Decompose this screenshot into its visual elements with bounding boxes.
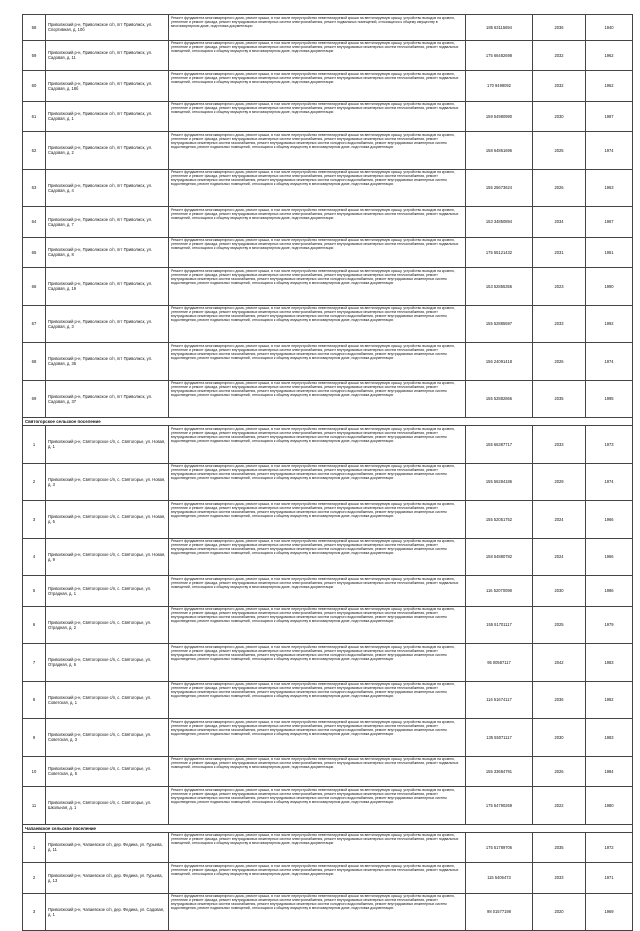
row-number: 62 (23, 132, 46, 170)
building-address: Приволжский р-н, Святогорское с/п, с. Святогорье, ул. Советская, д. 1 (46, 681, 169, 719)
build-year: 1973 (586, 426, 633, 464)
repair-year: 2033 (533, 863, 586, 894)
building-address: Приволжский р-н, Чапаевское с/п, дер. Федина, ул. Садовая, д. 1 (46, 893, 169, 931)
section-header-row (23, 824, 633, 832)
build-year: 1979 (586, 606, 633, 644)
building-address: Приволжский р-н, Приволжское с/п, пгт Приволжск, ул. Садовая, д. 1 (46, 101, 169, 132)
section-header-row (23, 418, 633, 426)
row-number: 65 (23, 237, 46, 268)
building-address: Приволжский р-н, Приволжское с/п, пгт Приволжск, ул. Садовая, д. 18б (46, 71, 169, 102)
repair-works: Ремонт фундамента многоквартирного дома, ремонт крыши, в том числе переустройство невентилируемой крыши на вентилируемую крышу, устройство выходов на кровлю, утепление и ремонт фасада, ремонт внутридомовых инженерных систем электроснабжения, ремонт внутридомовых инженерных систем теплоснабжения, ремонт внутридомовых инженерных систем газоснабжения, ремонт внутридомовых инженерных систем холодного водоснабжения, ремонт внутридомовых инженерных систем водоотведения, ремонт подвальных помещений, относящихся к общему имуществу в многоквартирном доме, подготовка документации (169, 343, 466, 381)
build-year: 1972 (586, 832, 633, 863)
repair-works: Ремонт фундамента многоквартирного дома, ремонт крыши, в том числе переустройство невентилируемой крыши на вентилируемую крышу, устройство выходов на кровлю, утепление и ремонт фасада, ремонт внутридомовых инженерных систем электроснабжения, ремонт внутридомовых инженерных систем теплоснабжения, ремонт подвальных помещений, относящихся к общему имуществу в многоквартирном доме, подготовка документации (169, 71, 466, 102)
repair-year: 2024 (533, 501, 586, 539)
repair-works: Ремонт фундамента многоквартирного дома, ремонт крыши, в том числе переустройство невентилируемой крыши на вентилируемую крышу, устройство выходов на кровлю, утепление и ремонт фасада, ремонт внутридомовых инженерных систем электроснабжения, ремонт внутридомовых инженерных систем теплоснабжения, ремонт подвальных помещений, относящихся к общему имуществу в многоквартирном доме, подготовка документации (169, 237, 466, 268)
repair-year: 2026 (533, 343, 586, 381)
repair-cost: 155 33684791 (466, 756, 533, 787)
build-year: 1984 (586, 756, 633, 787)
repair-works: Ремонт фундамента многоквартирного дома, ремонт крыши, в том числе переустройство невентилируемой крыши на вентилируемую крышу, устройство выходов на кровлю, утепление и ремонт фасада, ремонт внутридомовых инженерных систем электроснабжения, ремонт внутридомовых инженерных систем теплоснабжения, ремонт внутридомовых инженерных систем газоснабжения, ремонт внутридомовых инженерных систем холодного водоснабжения, ремонт внутридомовых инженерных систем водоотведения, ремонт подвальных помещений, относящихся к общему имуществу в многоквартирном доме, подготовка документации (169, 501, 466, 539)
repair-year: 2032 (533, 40, 586, 71)
repair-works: Ремонт фундамента многоквартирного дома, ремонт крыши, в том числе переустройство невентилируемой крыши на вентилируемую крышу, устройство выходов на кровлю, утепление и ремонт фасада, ремонт внутридомовых инженерных систем электроснабжения, ремонт внутридомовых инженерных систем теплоснабжения, ремонт внутридомовых инженерных систем газоснабжения, ремонт внутридомовых инженерных систем холодного водоснабжения, ремонт внутридомовых инженерных систем водоотведения, ремонт подвальных помещений, относящихся к общему имуществу в многоквартирном доме, подготовка документации (169, 268, 466, 306)
build-year: 1962 (586, 71, 633, 102)
table-row (23, 101, 633, 132)
repair-year: 2030 (533, 101, 586, 132)
repair-cost: 153 34850894 (466, 207, 533, 238)
repair-cost: 95 00587117 (466, 644, 533, 682)
build-year: 1995 (586, 380, 633, 418)
building-address: Приволжский р-н, Святогорское с/п, с. Святогорье, ул. Отрадная, д. 1 (46, 576, 169, 607)
repair-cost: 175 54790269 (466, 787, 533, 825)
repair-cost: 155 52882866 (466, 380, 533, 418)
repair-cost: 175 55121432 (466, 237, 533, 268)
repair-year: 2025 (533, 606, 586, 644)
building-address: Приволжский р-н, Приволжское с/п, пгт Приволжск, ул. Садовая, д. 7 (46, 207, 169, 238)
table-row (23, 132, 633, 170)
repair-year: 2036 (533, 681, 586, 719)
build-year: 1967 (586, 207, 633, 238)
row-number: 66 (23, 268, 46, 306)
repair-cost: 155 56284186 (466, 463, 533, 501)
build-year: 1987 (586, 101, 633, 132)
table-row (23, 501, 633, 539)
repair-cost: 175 66482698 (466, 40, 533, 71)
repair-year: 2035 (533, 380, 586, 418)
repair-works: Ремонт фундамента многоквартирного дома, ремонт крыши, в том числе переустройство невентилируемой крыши на вентилируемую крышу, устройство выходов на кровлю, утепление и ремонт фасада, ремонт внутридомовых инженерных систем электроснабжения, ремонт внутридомовых инженерных систем теплоснабжения, ремонт внутридомовых инженерных систем газоснабжения, ремонт внутридомовых инженерных систем холодного водоснабжения, ремонт внутридомовых инженерных систем водоотведения, ремонт подвальных помещений, относящихся к общему имуществу в многоквартирном доме, подготовка документации (169, 463, 466, 501)
build-year: 1990 (586, 268, 633, 306)
row-number: 3 (23, 501, 46, 539)
build-year: 1986 (586, 576, 633, 607)
building-address: Приволжский р-н, Приволжское с/п, пгт Приволжск, ул. Спортивная, д. 10б (46, 15, 169, 41)
row-number: 5 (23, 576, 46, 607)
repair-year: 2032 (533, 71, 586, 102)
repair-cost: 155 52051752 (466, 501, 533, 539)
repair-works: Ремонт фундамента многоквартирного дома, ремонт крыши, в том числе переустройство невентилируемой крыши на вентилируемую крышу, устройство выходов на кровлю, утепление и ремонт фасада, ремонт внутридомовых инженерных систем электроснабжения, ремонт внутридомовых инженерных систем теплоснабжения, ремонт подвальных помещений, относящихся к общему имуществу в многоквартирном доме, подготовка документации (169, 40, 466, 71)
building-address: Приволжский р-н, Приволжское с/п, пгт Приволжск, ул. Садовая, д. 8 (46, 237, 169, 268)
build-year: 1974 (586, 132, 633, 170)
repair-schedule-table (22, 14, 633, 931)
row-number: 60 (23, 71, 46, 102)
table-row (23, 426, 633, 464)
repair-cost: 170 9498092 (466, 71, 533, 102)
repair-works: Ремонт фундамента многоквартирного дома, ремонт крыши, в том числе переустройство невентилируемой крыши на вентилируемую крышу, устройство выходов на кровлю, утепление и ремонт фасада, ремонт внутридомовых инженерных систем электроснабжения, ремонт внутридомовых инженерных систем теплоснабжения, ремонт внутридомовых инженерных систем газоснабжения, ремонт внутридомовых инженерных систем холодного водоснабжения, ремонт внутридомовых инженерных систем водоотведения, ремонт подвальных помещений, относящихся к общему имуществу в многоквартирном доме, подготовка документации (169, 426, 466, 464)
table-row (23, 268, 633, 306)
repair-year: 2033 (533, 426, 586, 464)
repair-works: Ремонт фундамента многоквартирного дома, ремонт крыши, в том числе переустройство невентилируемой крыши на вентилируемую крышу, устройство выходов на кровлю, утепление и ремонт фасада, ремонт внутридомовых инженерных систем электроснабжения, ремонт внутридомовых инженерных систем теплоснабжения, ремонт внутридомовых инженерных систем газоснабжения, ремонт внутридомовых инженерных систем холодного водоснабжения, ремонт внутридомовых инженерных систем водоотведения, ремонт подвальных помещений, относящихся к общему имуществу в многоквартирном доме, подготовка документации (169, 538, 466, 576)
repair-year: 2029 (533, 463, 586, 501)
table-row (23, 463, 633, 501)
table-row (23, 305, 633, 343)
building-address: Приволжский р-н, Святогорское с/п, с. Святогорье, ул. Новая, д. 1 (46, 426, 169, 464)
table-row (23, 237, 633, 268)
table-row (23, 681, 633, 719)
repair-year: 2022 (533, 787, 586, 825)
repair-cost: 159 54980990 (466, 101, 533, 132)
repair-works: Ремонт фундамента многоквартирного дома, ремонт крыши, в том числе переустройство невентилируемой крыши на вентилируемую крышу, устройство выходов на кровлю, утепление и ремонт фасада, ремонт внутридомовых инженерных систем электроснабжения, ремонт внутридомовых инженерных систем теплоснабжения, ремонт внутридомовых инженерных систем газоснабжения, ремонт внутридомовых инженерных систем холодного водоснабжения, ремонт внутридомовых инженерных систем водоотведения, ремонт подвальных помещений, относящихся к общему имуществу в многоквартирном доме, подготовка документации (169, 169, 466, 207)
building-address: Приволжский р-н, Приволжское с/п, пгт Приволжск, ул. Садовая, д. 11 (46, 40, 169, 71)
repair-cost: 158 54880782 (466, 538, 533, 576)
building-address: Приволжский р-н, Святогорское с/п, с. Святогорье, ул. Советская, д. 3 (46, 719, 169, 757)
row-number: 2 (23, 463, 46, 501)
table-row (23, 832, 633, 863)
table-row (23, 15, 633, 41)
repair-cost: 175 51789706 (466, 832, 533, 863)
section-title: Чапаевское сельское поселение (23, 824, 633, 832)
building-address: Приволжский р-н, Святогорское с/п, с. Святогорье, ул. Новая, д. 3 (46, 463, 169, 501)
build-year: 1982 (586, 681, 633, 719)
building-address: Приволжский р-н, Святогорское с/п, с. Святогорье, ул. Советская, д. 5 (46, 756, 169, 787)
table-row (23, 893, 633, 931)
repair-cost: 155 52885597 (466, 305, 533, 343)
build-year: 1951 (586, 237, 633, 268)
row-number: 6 (23, 606, 46, 644)
row-number: 64 (23, 207, 46, 238)
table-row (23, 606, 633, 644)
building-address: Приволжский р-н, Святогорское с/п, с. Святогорье, ул. Школьная, д. 1 (46, 787, 169, 825)
repair-works: Ремонт фундамента многоквартирного дома, ремонт крыши, в том числе переустройство невентилируемой крыши на вентилируемую крышу, устройство выходов на кровлю, утепление и ремонт фасада, ремонт внутридомовых инженерных систем электроснабжения, ремонт внутридомовых инженерных систем теплоснабжения, ремонт внутридомовых инженерных систем газоснабжения, ремонт внутридомовых инженерных систем холодного водоснабжения, ремонт внутридомовых инженерных систем водоотведения, ремонт подвальных помещений, относящихся к общему имуществу в многоквартирном доме, подготовка документации (169, 132, 466, 170)
row-number: 9 (23, 719, 46, 757)
row-number: 63 (23, 169, 46, 207)
repair-year: 2024 (533, 538, 586, 576)
repair-year: 2020 (533, 893, 586, 931)
repair-cost: 158 64861696 (466, 132, 533, 170)
row-number: 68 (23, 343, 46, 381)
build-year: 1983 (586, 644, 633, 682)
building-address: Приволжский р-н, Святогорское с/п, с. Святогорье, ул. Новая, д. 5 (46, 501, 169, 539)
repair-works: Ремонт фундамента многоквартирного дома, ремонт крыши, в том числе переустройство невентилируемой крыши на вентилируемую крышу, устройство выходов на кровлю, утепление и ремонт фасада, ремонт внутридомовых инженерных систем электроснабжения, ремонт внутридомовых инженерных систем теплоснабжения, ремонт внутридомовых инженерных систем газоснабжения, ремонт внутридомовых инженерных систем холодного водоснабжения, ремонт внутридомовых инженерных систем водоотведения, ремонт подвальных помещений, относящихся к общему имуществу в многоквартирном доме, подготовка документации (169, 681, 466, 719)
building-address: Приволжский р-н, Приволжское с/п, пгт Приволжск, ул. Садовая, д. 19 (46, 268, 169, 306)
table-row (23, 756, 633, 787)
repair-cost: 155 66387717 (466, 426, 533, 464)
section-title: Святогорское сельское поселение (23, 418, 633, 426)
repair-works: Ремонт фундамента многоквартирного дома, ремонт крыши, в том числе переустройство невентилируемой крыши на вентилируемую крышу, устройство выходов на кровлю, утепление и ремонт фасада, ремонт внутридомовых инженерных систем электроснабжения, ремонт внутридомовых инженерных систем теплоснабжения, ремонт внутридомовых инженерных систем газоснабжения, ремонт внутридомовых инженерных систем холодного водоснабжения, ремонт внутридомовых инженерных систем водоотведения, ремонт подвальных помещений, относящихся к общему имуществу в многоквартирном доме, подготовка документации (169, 606, 466, 644)
build-year: 1983 (586, 719, 633, 757)
repair-cost: 155 25673624 (466, 169, 533, 207)
table-row (23, 343, 633, 381)
repair-schedule-body (23, 15, 633, 931)
repair-year: 2030 (533, 576, 586, 607)
build-year: 1974 (586, 463, 633, 501)
repair-year: 2042 (533, 644, 586, 682)
build-year: 1971 (586, 863, 633, 894)
row-number: 3 (23, 893, 46, 931)
repair-works: Ремонт фундамента многоквартирного дома, ремонт крыши, в том числе переустройство невентилируемой крыши на вентилируемую крышу, устройство выходов на кровлю, утепление и ремонт фасада, ремонт внутридомовых инженерных систем электроснабжения, ремонт внутридомовых инженерных систем теплоснабжения, ремонт внутридомовых инженерных систем газоснабжения, ремонт внутридомовых инженерных систем холодного водоснабжения, ремонт внутридомовых инженерных систем водоотведения, ремонт подвальных помещений, относящихся к общему имуществу в многоквартирном доме, подготовка документации (169, 305, 466, 343)
building-address: Приволжский р-н, Святогорское с/п, с. Святогорье, ул. Новая, д. 9 (46, 538, 169, 576)
building-address: Приволжский р-н, Святогорское с/п, с. Святогорье, ул. Отрадная, д. 2 (46, 606, 169, 644)
row-number: 1 (23, 832, 46, 863)
repair-works: Ремонт фундамента многоквартирного дома, ремонт крыши, в том числе переустройство невентилируемой крыши на вентилируемую крышу, устройство выходов на кровлю, утепление и ремонт фасада, ремонт внутридомовых инженерных систем электроснабжения, ремонт внутридомовых инженерных систем теплоснабжения, ремонт внутридомовых инженерных систем газоснабжения, ремонт внутридомовых инженерных систем холодного водоснабжения, ремонт внутридомовых инженерных систем водоотведения, ремонт подвальных помещений, относящихся к общему имуществу в многоквартирном доме, подготовка документации (169, 719, 466, 757)
build-year: 1974 (586, 343, 633, 381)
repair-works: Ремонт фундамента многоквартирного дома, ремонт крыши, в том числе переустройство невентилируемой крыши на вентилируемую крышу, устройство выходов на кровлю, утепление и ремонт фасада, ремонт внутридомовых инженерных систем электроснабжения, ремонт внутридомовых инженерных систем теплоснабжения, ремонт подвальных помещений, относящихся к общему имуществу в многоквартирном доме, подготовка документации (169, 832, 466, 863)
repair-cost: 153 52855356 (466, 268, 533, 306)
repair-works: Ремонт фундамента многоквартирного дома, ремонт крыши, в том числе переустройство невентилируемой крыши на вентилируемую крышу, устройство выходов на кровлю, утепление и ремонт фасада, ремонт внутридомовых инженерных систем электроснабжения, ремонт внутридомовых инженерных систем теплоснабжения, ремонт внутридомовых инженерных систем газоснабжения, ремонт внутридомовых инженерных систем холодного водоснабжения, ремонт внутридомовых инженерных систем водоотведения, ремонт подвальных помещений, относящихся к общему имуществу в многоквартирном доме, подготовка документации (169, 787, 466, 825)
build-year: 1992 (586, 305, 633, 343)
build-year: 1966 (586, 538, 633, 576)
repair-works: Ремонт фундамента многоквартирного дома, ремонт крыши, в том числе переустройство невентилируемой крыши на вентилируемую крышу, устройство выходов на кровлю, утепление и ремонт фасада, ремонт внутридомовых инженерных систем электроснабжения, ремонт внутридомовых инженерных систем теплоснабжения, ремонт подвальных помещений, относящихся к общему имуществу в многоквартирном доме, подготовка документации (169, 576, 466, 607)
repair-works: Ремонт фундамента многоквартирного дома, ремонт крыши, в том числе переустройство невентилируемой крыши на вентилируемую крышу, устройство выходов на кровлю, утепление и ремонт фасада, ремонт внутридомовых инженерных систем электроснабжения, ремонт внутридомовых инженерных систем теплоснабжения, ремонт внутридомовых инженерных систем газоснабжения, ремонт внутридомовых инженерных систем холодного водоснабжения, ремонт внутридомовых инженерных систем водоотведения, ремонт подвальных помещений, относящихся к общему имуществу в многоквартирном доме, подготовка документации (169, 380, 466, 418)
build-year: 1980 (586, 787, 633, 825)
build-year: 1962 (586, 40, 633, 71)
build-year: 1966 (586, 501, 633, 539)
build-year: 1969 (586, 893, 633, 931)
building-address: Приволжский р-н, Приволжское с/п, пгт Приволжск, ул. Садовая, д. 37 (46, 380, 169, 418)
repair-cost: 135 55071117 (466, 719, 533, 757)
repair-year: 2023 (533, 268, 586, 306)
row-number: 67 (23, 305, 46, 343)
capital-repair-program-page (22, 14, 618, 931)
repair-works: Ремонт фундамента многоквартирного дома, ремонт крыши, в том числе переустройство невентилируемой крыши на вентилируемую крышу, устройство выходов на кровлю, утепление и ремонт фасада, ремонт внутридомовых инженерных систем электроснабжения, ремонт внутридомовых инженерных систем теплоснабжения, ремонт внутридомовых инженерных систем газоснабжения, ремонт внутридомовых инженерных систем холодного водоснабжения, ремонт внутридомовых инженерных систем водоотведения, ремонт подвальных помещений, относящихся к общему имуществу в многоквартирном доме, подготовка документации (169, 644, 466, 682)
repair-cost: 185 63115694 (466, 15, 533, 41)
repair-year: 2025 (533, 132, 586, 170)
row-number: 59 (23, 40, 46, 71)
repair-cost: 156 24091418 (466, 343, 533, 381)
repair-works: Ремонт фундамента многоквартирного дома, ремонт крыши, в том числе переустройство невентилируемой крыши на вентилируемую крышу, устройство выходов на кровлю, утепление и ремонт фасада, ремонт внутридомовых инженерных систем электроснабжения, ремонт внутридомовых инженерных систем теплоснабжения, ремонт подвальных помещений, относящихся к общему имуществу в многоквартирном доме, подготовка документации (169, 863, 466, 894)
repair-works: Ремонт фундамента многоквартирного дома, ремонт крыши, в том числе переустройство невентилируемой крыши на вентилируемую крышу, устройство выходов на кровлю, утепление и ремонт фасада, ремонт внутридомовых инженерных систем электроснабжения, ремонт подвальных помещений, относящихся к общему имуществу в многоквартирном доме, подготовка документации (169, 15, 466, 41)
table-row (23, 207, 633, 238)
repair-year: 2033 (533, 305, 586, 343)
row-number: 2 (23, 863, 46, 894)
table-row (23, 644, 633, 682)
table-row (23, 538, 633, 576)
row-number: 69 (23, 380, 46, 418)
table-row (23, 863, 633, 894)
building-address: Приволжский р-н, Приволжское с/п, пгт Приволжск, ул. Садовая, д. 4 (46, 169, 169, 207)
repair-works: Ремонт фундамента многоквартирного дома, ремонт крыши, в том числе переустройство невентилируемой крыши на вентилируемую крышу, устройство выходов на кровлю, утепление и ремонт фасада, ремонт внутридомовых инженерных систем электроснабжения, ремонт внутридомовых инженерных систем теплоснабжения, ремонт подвальных помещений, относящихся к общему имуществу в многоквартирном доме, подготовка документации (169, 101, 466, 132)
row-number: 11 (23, 787, 46, 825)
repair-year: 2035 (533, 832, 586, 863)
repair-cost: 115 5406473 (466, 863, 533, 894)
table-row (23, 40, 633, 71)
repair-year: 2030 (533, 719, 586, 757)
building-address: Приволжский р-н, Чапаевское с/п, дер. Федина, ул. Гурьева, д. 11 (46, 832, 169, 863)
table-row (23, 380, 633, 418)
repair-year: 2036 (533, 15, 586, 41)
row-number: 1 (23, 426, 46, 464)
building-address: Приволжский р-н, Приволжское с/п, пгт Приволжск, ул. Садовая, д. 3 (46, 305, 169, 343)
table-row (23, 71, 633, 102)
repair-year: 2026 (533, 169, 586, 207)
repair-year: 2031 (533, 237, 586, 268)
row-number: 10 (23, 756, 46, 787)
building-address: Приволжский р-н, Приволжское с/п, пгт Приволжск, ул. Садовая, д. 35 (46, 343, 169, 381)
building-address: Приволжский р-н, Святогорское с/п, с. Святогорье, ул. Отрадная, д. 6 (46, 644, 169, 682)
row-number: 7 (23, 644, 46, 682)
build-year: 1940 (586, 15, 633, 41)
row-number: 58 (23, 15, 46, 41)
row-number: 4 (23, 538, 46, 576)
build-year: 1963 (586, 169, 633, 207)
building-address: Приволжский р-н, Чапаевское с/п, дер. Федина, ул. Гурьева, д. 13 (46, 863, 169, 894)
table-row (23, 169, 633, 207)
repair-year: 2026 (533, 756, 586, 787)
repair-cost: 116 52070098 (466, 576, 533, 607)
repair-cost: 116 51674117 (466, 681, 533, 719)
table-row (23, 719, 633, 757)
row-number: 61 (23, 101, 46, 132)
repair-year: 2034 (533, 207, 586, 238)
building-address: Приволжский р-н, Приволжское с/п, пгт Приволжск, ул. Садовая, д. 2 (46, 132, 169, 170)
table-row (23, 576, 633, 607)
repair-cost: 155 51701117 (466, 606, 533, 644)
table-row (23, 787, 633, 825)
repair-works: Ремонт фундамента многоквартирного дома, ремонт крыши, в том числе переустройство невентилируемой крыши на вентилируемую крышу, устройство выходов на кровлю, утепление и ремонт фасада, ремонт внутридомовых инженерных систем электроснабжения, ремонт внутридомовых инженерных систем теплоснабжения, ремонт подвальных помещений, относящихся к общему имуществу в многоквартирном доме, подготовка документации (169, 756, 466, 787)
row-number: 8 (23, 681, 46, 719)
repair-works: Ремонт фундамента многоквартирного дома, ремонт крыши, в том числе переустройство невентилируемой крыши на вентилируемую крышу, устройство выходов на кровлю, утепление и ремонт фасада, ремонт внутридомовых инженерных систем электроснабжения, ремонт внутридомовых инженерных систем теплоснабжения, ремонт подвальных помещений, относящихся к общему имуществу в многоквартирном доме, подготовка документации (169, 207, 466, 238)
repair-works: Ремонт фундамента многоквартирного дома, ремонт крыши, в том числе переустройство невентилируемой крыши на вентилируемую крышу, устройство выходов на кровлю, утепление и ремонт фасада, ремонт внутридомовых инженерных систем электроснабжения, ремонт внутридомовых инженерных систем теплоснабжения, ремонт внутридомовых инженерных систем газоснабжения, ремонт внутридомовых инженерных систем холодного водоснабжения, ремонт внутридомовых инженерных систем водоотведения, ремонт подвальных помещений, относящихся к общему имуществу в многоквартирном доме, подготовка документации (169, 893, 466, 931)
repair-cost: 98 01577198 (466, 893, 533, 931)
